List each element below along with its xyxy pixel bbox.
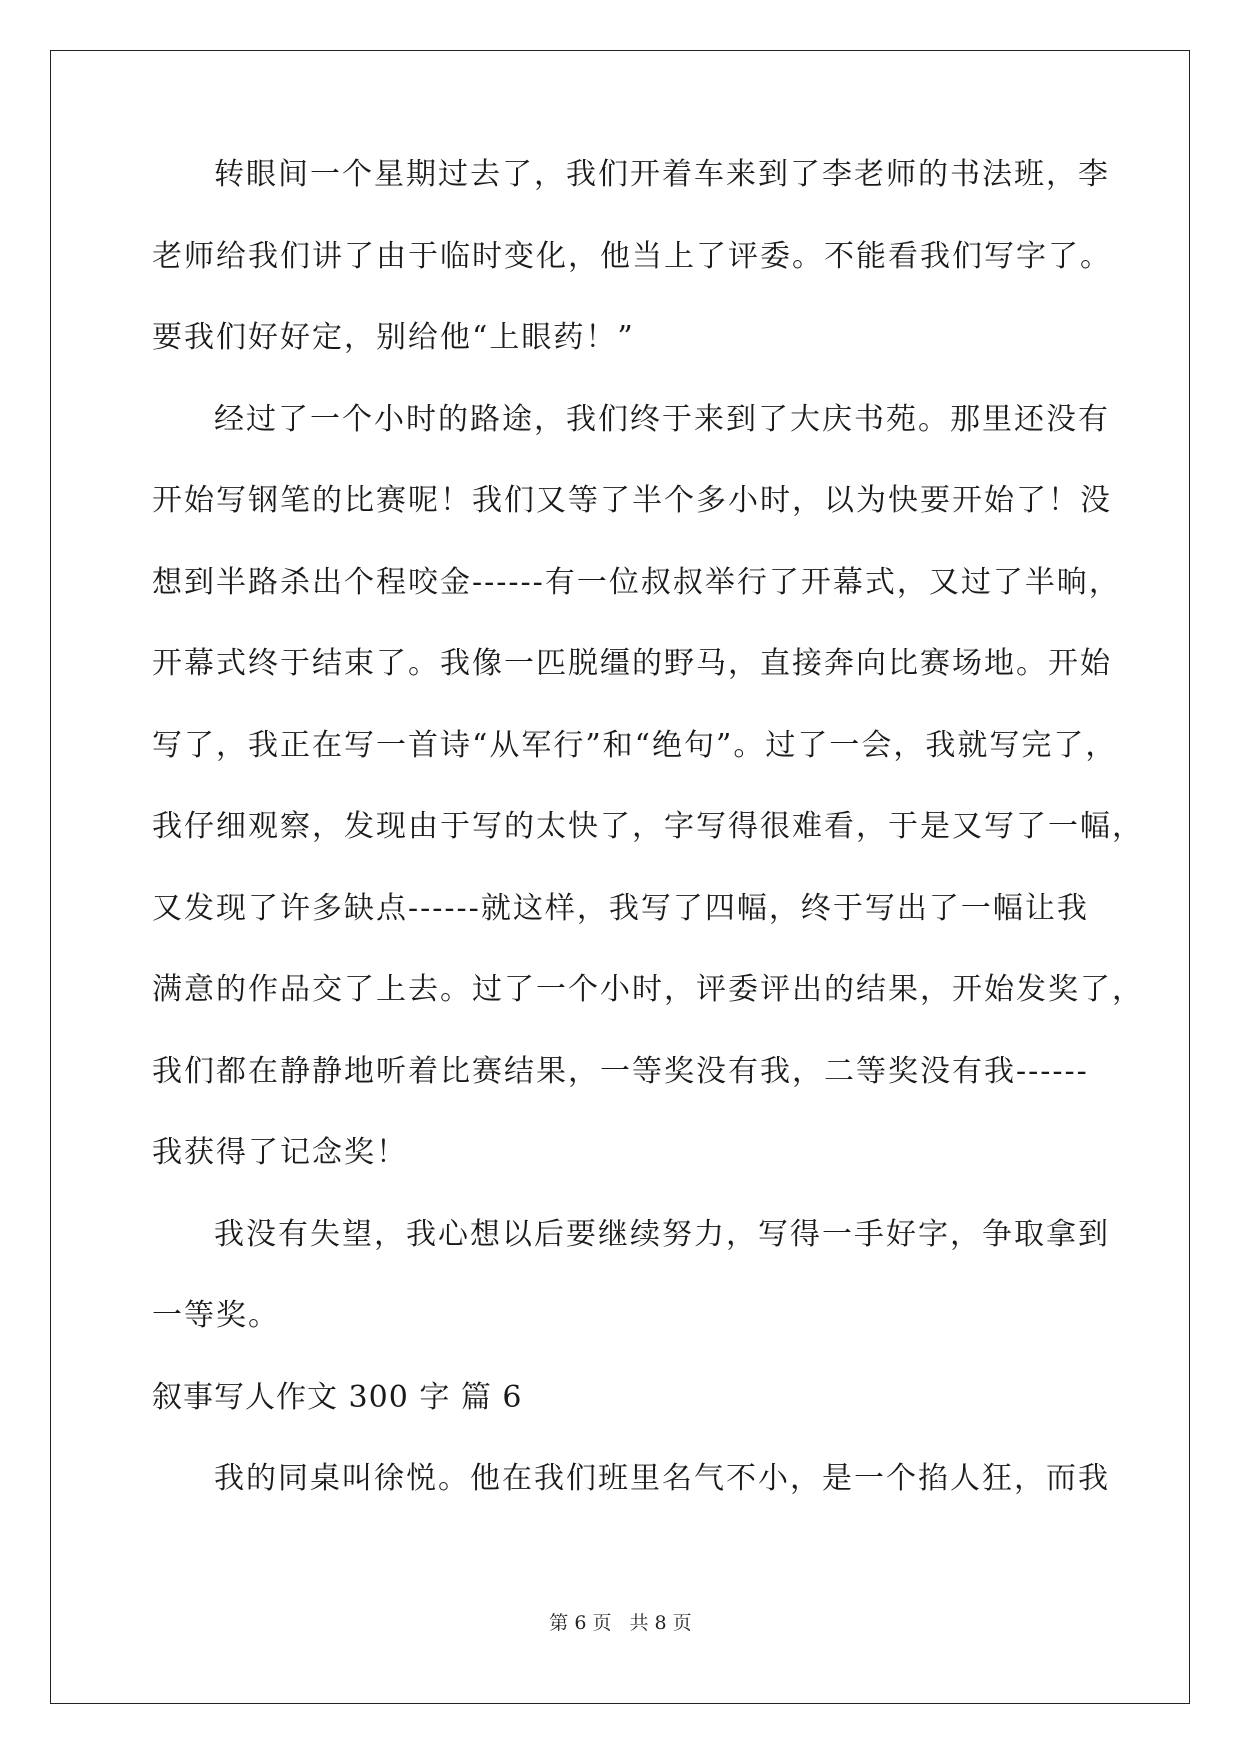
text-line: 我获得了记念奖！: [152, 1135, 408, 1170]
text-line: 开幕式终于结束了。我像一匹脱缰的野马，直接奔向比赛场地。开始: [152, 646, 1112, 681]
text-line: 开始写钢笔的比赛呢！我们又等了半个多小时，以为快要开始了！没: [152, 483, 1112, 518]
paragraph: [152, 1216, 1110, 1383]
text-line: 又发现了许多缺点------就这样，我写了四幅，终于写出了一幅让我: [152, 890, 1089, 926]
text-line: 一等奖。: [152, 1298, 280, 1333]
text-line: 我的同桌叫徐悦。他在我们班里名气不小，是一个掐人狂，而我: [214, 1461, 1110, 1496]
text-line: 写了，我正在写一首诗“从军行”和“绝句”。过了一会，我就写完了，: [152, 727, 1118, 763]
text-line: 要我们好好定，别给他“上眼药！”: [152, 320, 635, 355]
page-footer: [0, 1608, 1241, 1635]
paragraph: [152, 401, 1144, 1220]
text-line: 我仔细观察，发现由于写的太快了，字写得很难看，于是又写了一幅，: [152, 809, 1144, 844]
text-line: 转眼间一个星期过去了，我们开着车来到了李老师的书法班，李: [214, 157, 1110, 192]
page-total: 共 8 页: [629, 1612, 692, 1634]
text-line: 满意的作品交了上去。过了一个小时，评委评出的结果，开始发奖了，: [152, 972, 1144, 1007]
page-number: 第 6 页: [549, 1612, 612, 1634]
paragraph: [152, 157, 1112, 405]
text-line: 我没有失望，我心想以后要继续努力，写得一手好字，争取拿到: [214, 1216, 1110, 1252]
paragraph: [152, 1461, 1110, 1546]
document-body: [152, 157, 1144, 1546]
text-line: 老师给我们讲了由于临时变化，他当上了评委。不能看我们写字了。: [152, 238, 1112, 274]
text-line: 想到半路杀出个程咬金------有一位叔叔举行了开幕式，又过了半晌，: [152, 564, 1121, 600]
text-line: 我们都在静静地听着比赛结果，一等奖没有我，二等奖没有我------: [152, 1053, 1089, 1089]
text-line: 经过了一个小时的路途，我们终于来到了大庆书苑。那里还没有: [214, 401, 1110, 437]
section-heading: 叙事写人作文 300 字 篇 6: [152, 1379, 523, 1415]
